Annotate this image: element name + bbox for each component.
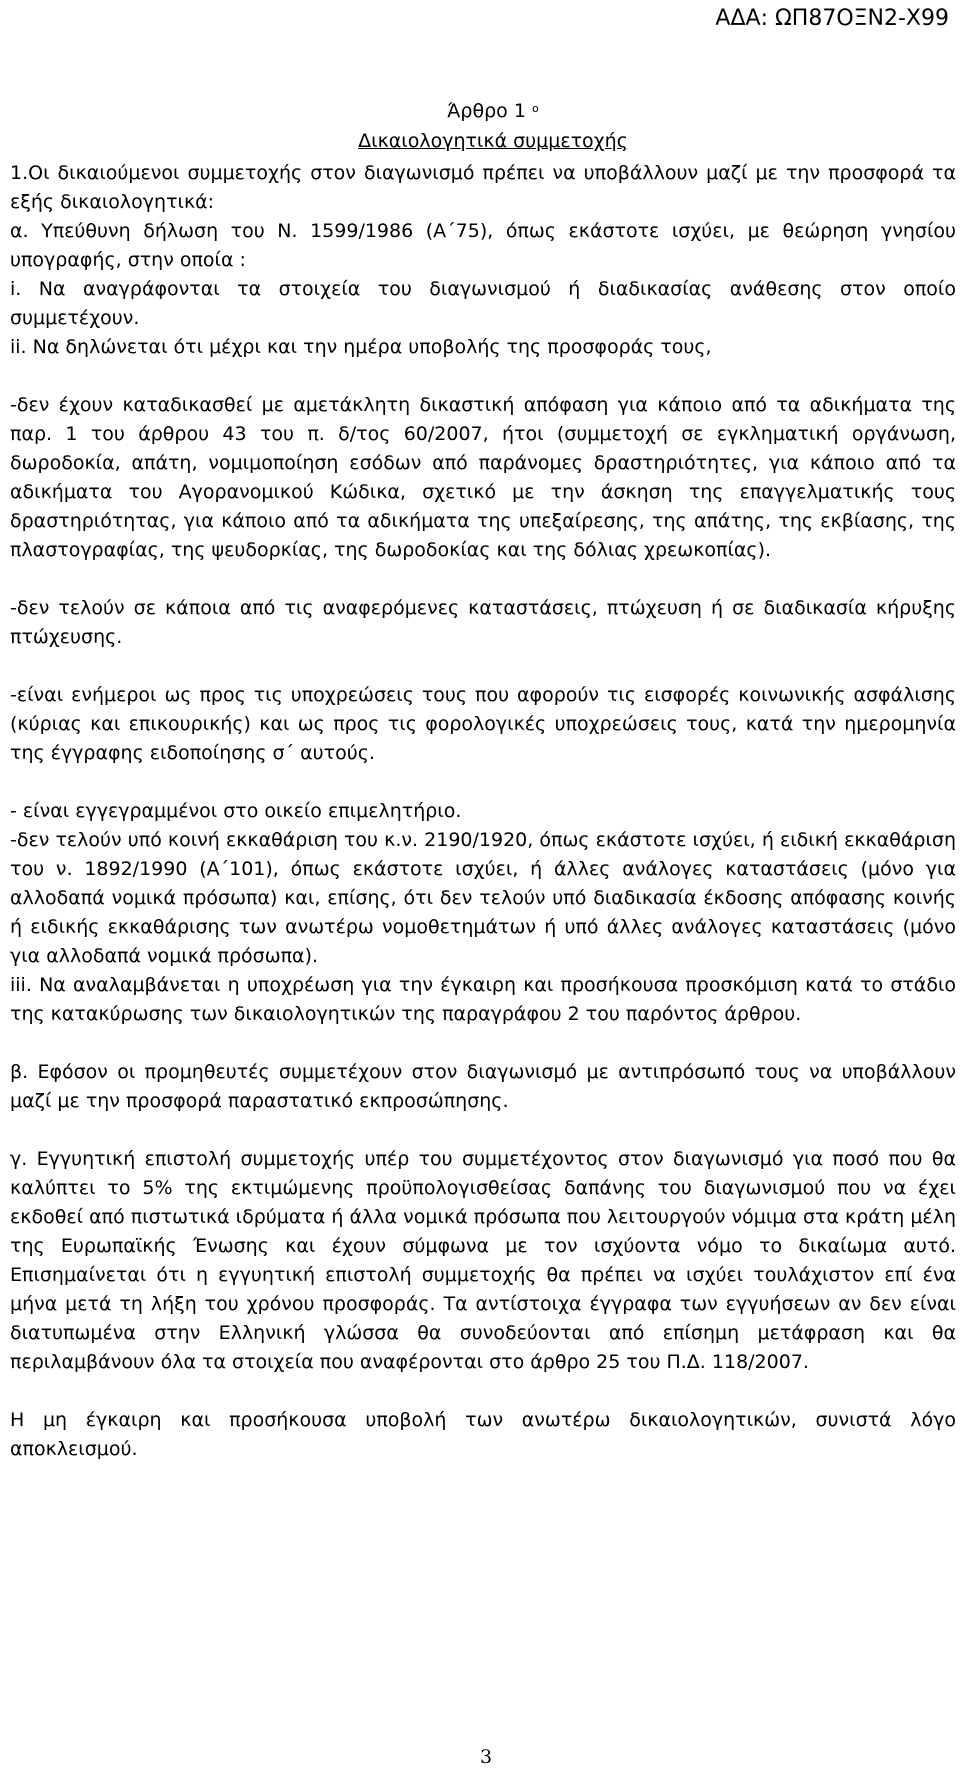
paragraph-chamber: - είναι εγγεγραμμένοι στο οικείο επιμελητήριο. [10,800,462,822]
paragraph-intro: 1.Οι δικαιούμενοι συμμετοχής στον διαγωνισμό πρέπει να υποβάλλουν μαζί με την προσφορά τα εξής δικαιολογητικά: [10,162,956,213]
paragraph-item-b: β. Εφόσον οι προμηθευτές συμμετέχουν στον διαγωνισμό με αντιπρόσωπό τους να υποβάλλουν μαζί με την προσφορά παραστατικό εκπροσώπησης. [10,1061,956,1112]
document-body [10,159,956,1464]
spacer [10,565,956,594]
article-heading [0,96,960,156]
paragraph-convictions: -δεν έχουν καταδικασθεί με αμετάκλητη δικαστική απόφαση για κάποιο από τα αδικήματα της παρ. 1 του άρθρου 43 του π. δ/τος 60/2007, ήτοι (συμμετοχή σε εγκληματική οργάνωση, δωροδοκία, απάτη, νομιμοποίηση εσόδων από παράνομες δραστηριότητες, για κάποιο από τα αδικήματα του Αγορανομικού Κώδικα, σχετικό με την άσκηση της επαγγελματικής τους δραστηριότητας, για κάποιο από τα αδικήματα της υπεξαίρεσης, της απάτης, της εκβίασης, της πλαστογραφίας, της ψευδορκίας, της δωροδοκίας και της δόλιας χρεωκοπίας). [10,394,956,561]
article-number-superscript: ο [531,102,539,115]
article-title [0,96,960,126]
paragraph-bankruptcy: -δεν τελούν σε κάποια από τις αναφερόμενες καταστάσεις, πτώχευση ή σε διαδικασία κήρυξης πτώχευσης. [10,597,956,648]
paragraph-item-i: i. Να αναγράφονται τα στοιχεία του διαγωνισμού ή διαδικασίας ανάθεσης στον οποίο συμμετέχουν. [10,278,956,329]
paragraph-item-a: α. Υπεύθυνη δήλωση του Ν. 1599/1986 (Α΄75), όπως εκάστοτε ισχύει, με θεώρηση γνησίου υπογραφής, στην οποία : [10,220,956,271]
spacer [10,1029,956,1058]
page-number: 3 [479,1746,493,1768]
spacer [10,768,956,797]
paragraph-item-ii: ii. Να δηλώνεται ότι μέχρι και την ημέρα υποβολής της προσφοράς τους, [10,336,712,358]
spacer [10,652,956,681]
spacer [10,362,956,391]
article-subtitle: Δικαιολογητικά συμμετοχής [358,130,628,152]
spacer [10,1116,956,1145]
paragraph-item-c: γ. Εγγυητική επιστολή συμμετοχής υπέρ του συμμετέχοντος στον διαγωνισμό για ποσό που θα καλύπτει το 5% της εκτιμώμενης προϋπολογισθείσας δαπάνης του διαγωνισμού που να έχει εκδοθεί από πιστωτικά ιδρύματα ή άλλα νομικά πρόσωπα που λειτουργούν νόμιμα στα κράτη μέλη της Ευρωπαϊκής Ένωσης και έχουν σύμφωνα με τον ισχύοντα νόμο το δικαίωμα αυτό. Επισημαίνεται ότι η εγγυητική επιστολή συμμετοχής θα πρέπει να ισχύει τουλάχιστον επί ένα μήνα μετά τη λήξη του χρόνου προσφοράς. Τα αντίστοιχα έγγραφα των εγγυήσεων αν δεν είναι διατυπωμένα στην Ελληνική γλώσσα θα συνοδεύονται από επίσημη μετάφραση και θα περιλαμβάνουν όλα τα στοιχεία που αναφέρονται στο άρθρο 25 του Π.Δ. 118/2007. [10,1148,956,1373]
paragraph-exclusion: Η μη έγκαιρη και προσήκουσα υποβολή των ανωτέρω δικαιολογητικών, συνιστά λόγο αποκλεισμού. [10,1409,956,1460]
paragraph-liquidation: -δεν τελούν υπό κοινή εκκαθάριση του κ.ν. 2190/1920, όπως εκάστοτε ισχύει, ή ειδική εκκαθάριση του ν. 1892/1990 (Α΄101), όπως εκάστοτε ισχύει, ή άλλες ανάλογες καταστάσεις (μόνο για αλλοδαπά νομικά πρόσωπα) και, επίσης, ότι δεν τελούν υπό διαδικασία έκδοσης απόφασης κοινής ή ειδικής εκκαθάρισης των ανωτέρω νομοθετημάτων ή υπό άλλες ανάλογες καταστάσεις (μόνο για αλλοδαπά νομικά πρόσωπα). [10,829,956,967]
ada-code: ΑΔΑ: ΩΠ87ΟΞΝ2-Χ99 [715,6,949,31]
paragraph-item-iii: iii. Να αναλαμβάνεται η υποχρέωση για την έγκαιρη και προσήκουσα προσκόμιση κατά το στάδιο της κατακύρωσης των δικαιολογητικών της παραγράφου 2 του παρόντος άρθρου. [10,974,956,1025]
paragraph-obligations: -είναι ενήμεροι ως προς τις υποχρεώσεις τους που αφορούν τις εισφορές κοινωνικής ασφάλισης (κύριας και επικουρικής) και ως προς τις φορολογικές υποχρεώσεις τους, κατά την ημερομηνία της έγγραφης ειδοποίησης σ΄ αυτούς. [10,684,956,764]
spacer [10,1377,956,1406]
article-number: Άρθρο 1 [447,100,526,122]
